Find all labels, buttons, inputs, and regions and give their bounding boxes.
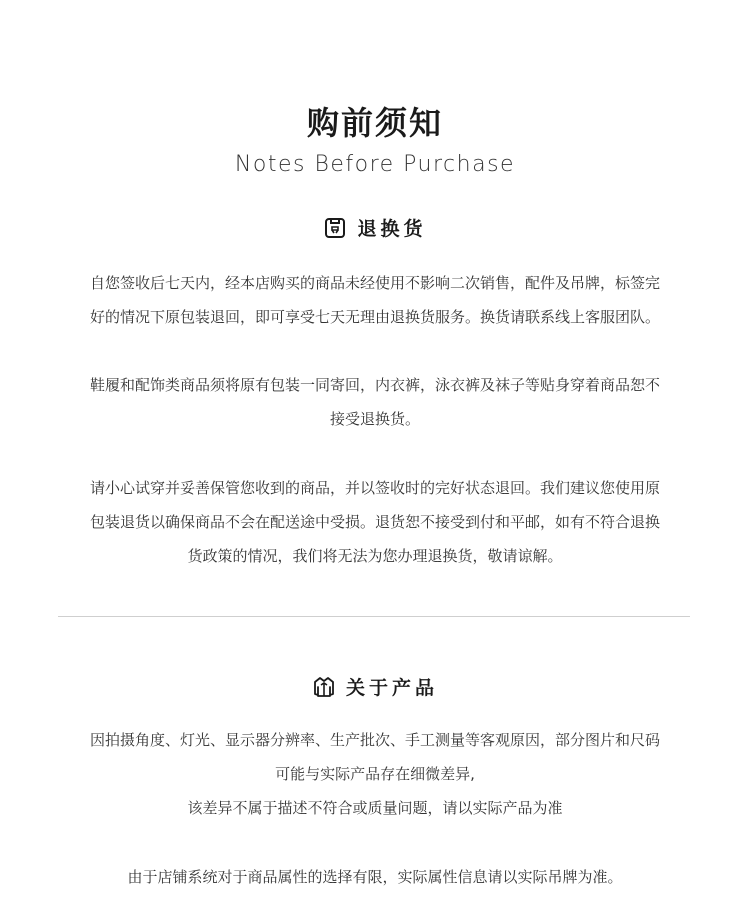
text-line: 接受退换货。: [329, 410, 420, 428]
text-line: 该差异不属于描述不符合或质量问题，请以实际产品为准: [187, 799, 563, 817]
text-line: 由于店铺系统对于商品属性的选择有限，实际属性信息请以实际吊牌为准。: [127, 868, 623, 886]
section-divider: [58, 616, 690, 617]
product-paragraph-1: [56, 723, 694, 825]
text-line: 请小心试穿并妥善保管您收到的商品，并以签收时的完好状态退回。我们建议您使用原: [89, 479, 660, 497]
product-paragraph-2: [56, 860, 694, 894]
text-line: 包装退货以确保商品不会在配送途中受损。退货恕不接受到付和平邮，如有不符合退换: [89, 513, 660, 531]
page-title-en: Notes Before Purchase: [234, 152, 516, 177]
return-tag-icon: [323, 216, 347, 240]
returns-heading-label: 退换货: [357, 218, 427, 240]
returns-paragraph-3: [56, 471, 694, 573]
page-title-cn: 购前须知: [306, 104, 443, 142]
returns-paragraph-2: [56, 368, 694, 436]
text-line: 货政策的情况，我们将无法为您办理退换货，敬请谅解。: [187, 547, 563, 565]
text-line: 自您签收后七天内，经本店购买的商品未经使用不影响二次销售，配件及吊牌，标签完: [89, 274, 660, 292]
product-heading: [0, 673, 750, 700]
text-line: 因拍摄角度、灯光、显示器分辨率、生产批次、手工测量等客观原因，部分图片和尺码: [89, 731, 660, 749]
text-line: 可能与实际产品存在细微差异,: [275, 765, 475, 783]
returns-paragraph-1: [56, 266, 694, 334]
text-line: 好的情况下原包装退回，即可享受七天无理由退换货服务。换货请联系线上客服团队。: [89, 308, 660, 326]
returns-heading: [0, 214, 750, 241]
product-heading-label: 关于产品: [345, 677, 438, 699]
text-line: 鞋履和配饰类商品须将原有包装一同寄回，内衣裤，泳衣裤及袜子等贴身穿着商品恕不: [89, 376, 660, 394]
garment-icon: [312, 675, 336, 699]
